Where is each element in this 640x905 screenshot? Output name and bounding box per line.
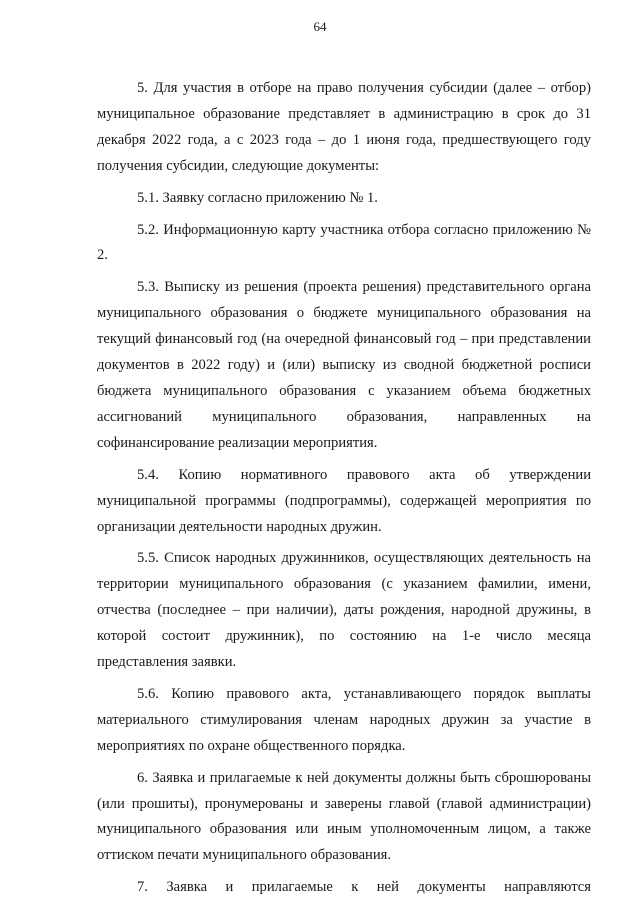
paragraph-5-5: 5.5. Список народных дружинников, осуществляющих деятельность на территории муниципального образования (с указанием фамилии, имени, отчества (последнее – при наличии), даты рождения, народной дружины, в которой состоит дружинник), по состоянию на 1-е число месяца представления заявки.: [97, 550, 591, 671]
paragraph-7: 7. Заявка и прилагаемые к ней документы направляются: [137, 879, 591, 896]
paragraph-5: 5. Для участия в отборе на право получения субсидии (далее – отбор) муниципальное образование представляет в администрацию в срок до 31 декабря 2022 года, а с 2023 года – до 1 июня года, предшествующего году получения субсидии, следующие документы:: [97, 80, 591, 174]
paragraph-5-6: 5.6. Копию правового акта, устанавливающего порядок выплаты материального стимулирования членам народных дружин за участие в мероприятиях по охране общественного порядка.: [97, 685, 591, 754]
document-body: [97, 76, 591, 901]
paragraph-5-1: 5.1. Заявку согласно приложению № 1.: [137, 189, 378, 206]
paragraph-5-2: 5.2. Информационную карту участника отбора согласно приложению № 2.: [97, 221, 591, 264]
page-number: 64: [313, 19, 327, 34]
paragraph-5-4: 5.4. Копию нормативного правового акта об утверждении муниципальной программы (подпрограммы), содержащей мероприятия по организации деятельности народных дружин.: [97, 466, 591, 535]
paragraph-6: 6. Заявка и прилагаемые к ней документы должны быть сброшюрованы (или прошиты), пронумерованы и заверены главой (главой администрации) муниципального образования или иным уполномоченным лицом, а также оттиском печати муниципального образования.: [97, 769, 591, 864]
paragraph-5-3: 5.3. Выписку из решения (проекта решения) представительного органа муниципального образования о бюджете муниципального образования на текущий финансовый год (на очередной финансовый год – при представлении документов в 2022 году) и (или) выписку из сводной бюджетной росписи бюджета муниципального образования с указанием объема бюджетных ассигнований муниципального образования, направленных на софинансирование реализации мероприятия.: [97, 279, 591, 451]
